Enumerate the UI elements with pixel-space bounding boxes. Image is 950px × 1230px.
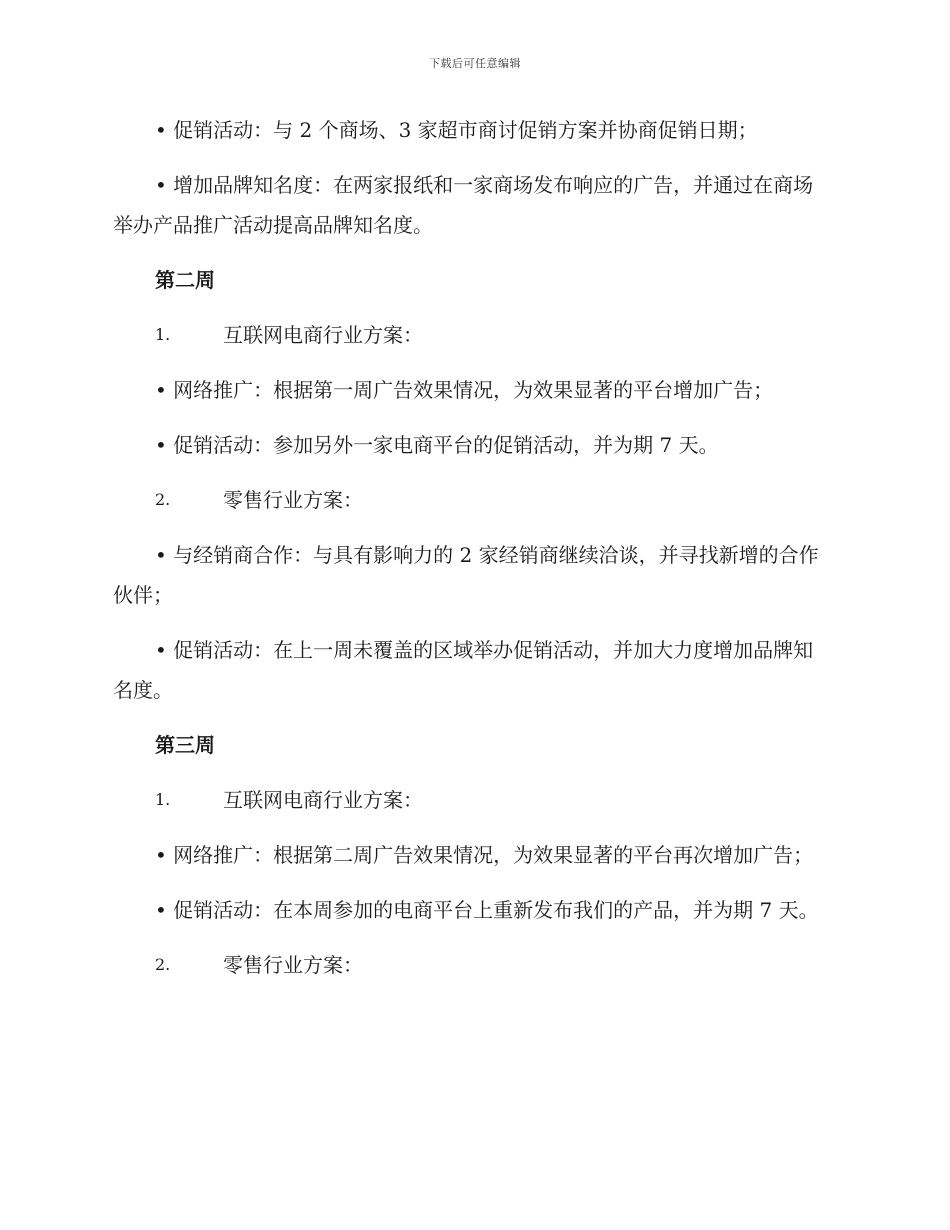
bullet-promotion-retail-week2: • 促销活动：在上一周未覆盖的区域举办促销活动，并加大力度增加品牌知名度。 (113, 638, 814, 702)
numbered-item-retail-week3 (155, 945, 833, 985)
bullet-brand-awareness-week1: • 增加品牌知名度：在两家报纸和一家商场发布响应的广告，并通过在商场举办产品推广活动提高品牌知名度。 (113, 173, 814, 237)
document-body (113, 110, 833, 1000)
bullet-promotion-week3: • 促销活动：在本周参加的电商平台上重新发布我们的产品，并为期 7 天。 (155, 898, 819, 922)
numbered-item-ecommerce-week2 (155, 315, 833, 355)
numbered-item-ecommerce-week3 (155, 780, 833, 820)
item-number: 2. (155, 955, 171, 974)
item-text: 零售行业方案： (223, 953, 363, 977)
bullet-online-promo-week2: • 网络推广：根据第一周广告效果情况，为效果显著的平台增加广告； (155, 378, 774, 402)
item-number: 2. (155, 490, 171, 509)
bullet-promotion-week1: • 促销活动：与 2 个商场、3 家超市商讨促销方案并协商促销日期； (155, 118, 758, 142)
item-number: 1. (155, 325, 171, 344)
bullet-online-promo-week3: • 网络推广：根据第二周广告效果情况，为效果显著的平台再次增加广告； (155, 843, 814, 867)
heading-week3: 第三周 (155, 733, 215, 757)
item-text: 互联网电商行业方案： (223, 323, 423, 347)
item-text: 零售行业方案： (223, 488, 363, 512)
bullet-dealer-coop-week2: • 与经销商合作：与具有影响力的 2 家经销商继续洽谈，并寻找新增的合作伙伴； (113, 543, 819, 607)
item-number: 1. (155, 790, 171, 809)
bullet-promotion-week2: • 促销活动：参加另外一家电商平台的促销活动，并为期 7 天。 (155, 433, 719, 457)
heading-week2: 第二周 (155, 268, 215, 292)
page-header: 下载后可任意编辑 (429, 57, 521, 70)
item-text: 互联网电商行业方案： (223, 788, 423, 812)
numbered-item-retail-week2 (155, 480, 833, 520)
